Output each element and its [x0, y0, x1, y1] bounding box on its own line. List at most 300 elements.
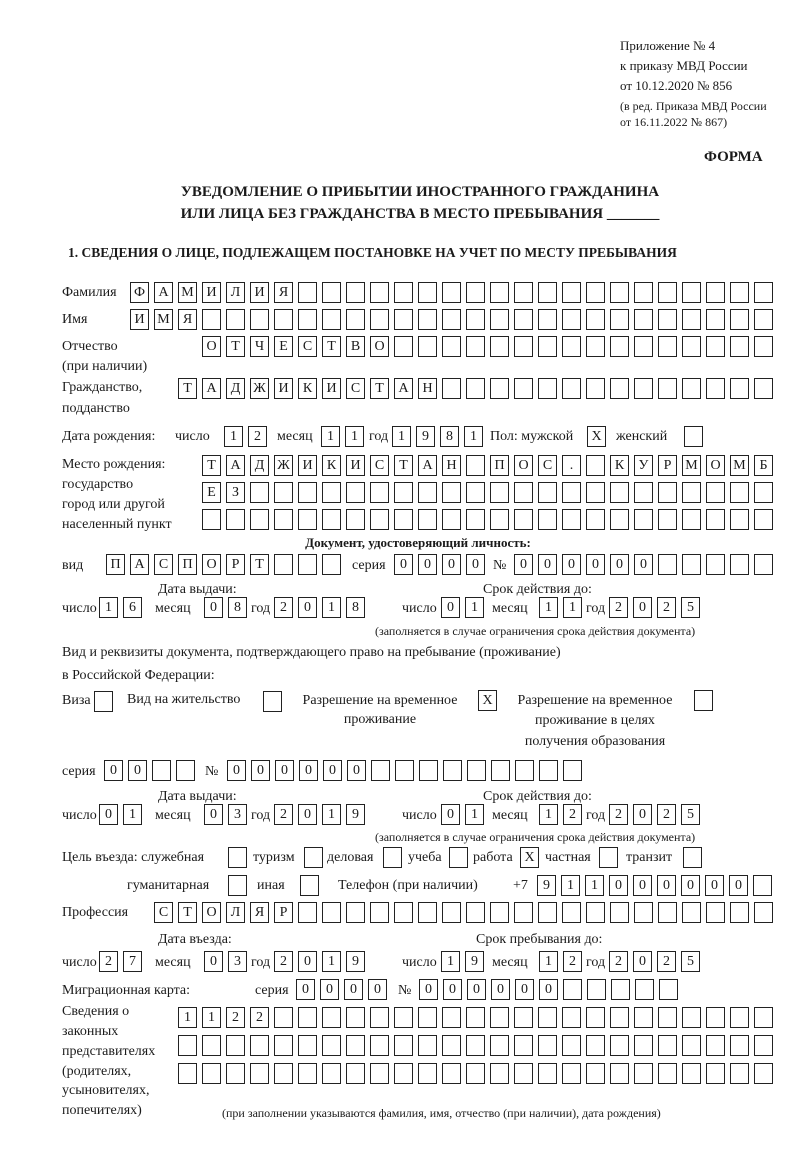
right-issue-month-field[interactable] — [204, 804, 247, 825]
doc-kind-field[interactable] — [106, 554, 341, 575]
char-cell[interactable]: 0 — [515, 979, 534, 1000]
char-cell[interactable]: 2 — [274, 951, 293, 972]
char-cell[interactable] — [538, 282, 557, 303]
char-cell[interactable]: М — [682, 455, 701, 476]
char-cell[interactable] — [418, 1035, 437, 1056]
char-cell[interactable] — [322, 554, 341, 575]
char-cell[interactable] — [610, 309, 629, 330]
char-cell[interactable] — [730, 482, 749, 503]
char-cell[interactable] — [730, 309, 749, 330]
char-cell[interactable]: Ж — [274, 455, 293, 476]
char-cell[interactable]: 0 — [467, 979, 486, 1000]
char-cell[interactable]: А — [154, 282, 173, 303]
char-cell[interactable]: О — [370, 336, 389, 357]
char-cell[interactable] — [706, 1063, 725, 1084]
char-cell[interactable]: 3 — [228, 804, 247, 825]
char-cell[interactable] — [418, 1063, 437, 1084]
char-cell[interactable] — [346, 482, 365, 503]
char-cell[interactable]: Т — [322, 336, 341, 357]
char-cell[interactable]: У — [634, 455, 653, 476]
char-cell[interactable] — [610, 482, 629, 503]
char-cell[interactable] — [274, 1035, 293, 1056]
temp-residence-checkbox[interactable]: X — [478, 690, 497, 711]
char-cell[interactable]: 0 — [299, 760, 318, 781]
char-cell[interactable]: 1 — [464, 426, 483, 447]
phone-field[interactable] — [537, 875, 772, 896]
char-cell[interactable]: 5 — [681, 951, 700, 972]
char-cell[interactable]: 0 — [681, 875, 700, 896]
reps-field-row3[interactable] — [178, 1063, 773, 1084]
name-field[interactable] — [130, 309, 773, 330]
char-cell[interactable] — [634, 336, 653, 357]
char-cell[interactable]: 0 — [441, 804, 460, 825]
char-cell[interactable] — [202, 309, 221, 330]
char-cell[interactable]: 0 — [514, 554, 533, 575]
char-cell[interactable] — [562, 282, 581, 303]
char-cell[interactable] — [226, 509, 245, 530]
char-cell[interactable] — [490, 1007, 509, 1028]
char-cell[interactable] — [466, 902, 485, 923]
char-cell[interactable] — [466, 309, 485, 330]
char-cell[interactable]: О — [514, 455, 533, 476]
char-cell[interactable] — [490, 482, 509, 503]
char-cell[interactable] — [754, 482, 773, 503]
char-cell[interactable]: 0 — [657, 875, 676, 896]
char-cell[interactable] — [634, 378, 653, 399]
char-cell[interactable] — [226, 309, 245, 330]
char-cell[interactable] — [514, 1063, 533, 1084]
char-cell[interactable] — [370, 902, 389, 923]
char-cell[interactable]: 9 — [346, 804, 365, 825]
char-cell[interactable] — [346, 282, 365, 303]
char-cell[interactable] — [442, 282, 461, 303]
char-cell[interactable]: 0 — [633, 875, 652, 896]
purpose-humanitarian-checkbox[interactable] — [228, 875, 247, 896]
char-cell[interactable]: Ч — [250, 336, 269, 357]
char-cell[interactable] — [730, 1007, 749, 1028]
char-cell[interactable]: 0 — [298, 951, 317, 972]
purpose-work-checkbox[interactable]: X — [520, 847, 539, 868]
char-cell[interactable]: 2 — [563, 804, 582, 825]
char-cell[interactable] — [753, 875, 772, 896]
doc-series-field[interactable] — [394, 554, 485, 575]
char-cell[interactable]: П — [490, 455, 509, 476]
entry-year-field[interactable] — [274, 951, 365, 972]
char-cell[interactable]: Т — [226, 336, 245, 357]
char-cell[interactable] — [370, 1063, 389, 1084]
char-cell[interactable] — [562, 482, 581, 503]
char-cell[interactable] — [706, 1007, 725, 1028]
char-cell[interactable] — [370, 482, 389, 503]
birthplace-field-row1[interactable] — [202, 455, 773, 476]
profession-field[interactable] — [154, 902, 773, 923]
char-cell[interactable]: 2 — [563, 951, 582, 972]
char-cell[interactable] — [658, 902, 677, 923]
char-cell[interactable] — [658, 336, 677, 357]
char-cell[interactable]: 0 — [394, 554, 413, 575]
char-cell[interactable] — [562, 336, 581, 357]
char-cell[interactable]: С — [154, 554, 173, 575]
char-cell[interactable] — [658, 309, 677, 330]
char-cell[interactable] — [394, 1007, 413, 1028]
char-cell[interactable] — [370, 1007, 389, 1028]
char-cell[interactable] — [706, 1035, 725, 1056]
char-cell[interactable]: 2 — [657, 597, 676, 618]
char-cell[interactable] — [490, 378, 509, 399]
right-issue-year-field[interactable] — [274, 804, 365, 825]
char-cell[interactable]: 9 — [465, 951, 484, 972]
right-series-field[interactable] — [104, 760, 195, 781]
char-cell[interactable] — [442, 336, 461, 357]
char-cell[interactable] — [538, 336, 557, 357]
char-cell[interactable] — [610, 1063, 629, 1084]
char-cell[interactable] — [394, 282, 413, 303]
char-cell[interactable] — [442, 309, 461, 330]
char-cell[interactable]: 2 — [657, 951, 676, 972]
char-cell[interactable] — [418, 336, 437, 357]
char-cell[interactable] — [443, 760, 462, 781]
char-cell[interactable]: Т — [370, 378, 389, 399]
char-cell[interactable] — [586, 902, 605, 923]
char-cell[interactable] — [610, 378, 629, 399]
char-cell[interactable] — [298, 902, 317, 923]
mc-series-field[interactable] — [296, 979, 387, 1000]
char-cell[interactable] — [658, 282, 677, 303]
char-cell[interactable] — [754, 378, 773, 399]
char-cell[interactable] — [658, 1035, 677, 1056]
patronymic-field[interactable] — [202, 336, 773, 357]
char-cell[interactable]: 0 — [610, 554, 629, 575]
char-cell[interactable]: 1 — [322, 597, 341, 618]
char-cell[interactable]: 1 — [585, 875, 604, 896]
char-cell[interactable] — [322, 509, 341, 530]
char-cell[interactable]: С — [346, 378, 365, 399]
char-cell[interactable] — [586, 282, 605, 303]
char-cell[interactable] — [658, 509, 677, 530]
char-cell[interactable] — [322, 1007, 341, 1028]
char-cell[interactable] — [514, 282, 533, 303]
char-cell[interactable]: Р — [658, 455, 677, 476]
birth-day-field[interactable] — [224, 426, 267, 447]
char-cell[interactable] — [682, 309, 701, 330]
char-cell[interactable]: И — [250, 282, 269, 303]
char-cell[interactable]: 0 — [633, 951, 652, 972]
char-cell[interactable] — [298, 482, 317, 503]
char-cell[interactable] — [394, 1063, 413, 1084]
char-cell[interactable]: 2 — [609, 804, 628, 825]
char-cell[interactable] — [442, 1063, 461, 1084]
doc-valid-year-field[interactable] — [609, 597, 700, 618]
char-cell[interactable] — [418, 282, 437, 303]
char-cell[interactable]: П — [106, 554, 125, 575]
char-cell[interactable] — [538, 309, 557, 330]
char-cell[interactable]: 8 — [346, 597, 365, 618]
char-cell[interactable]: Л — [226, 902, 245, 923]
char-cell[interactable] — [514, 309, 533, 330]
char-cell[interactable]: Я — [274, 282, 293, 303]
char-cell[interactable]: 1 — [563, 597, 582, 618]
right-valid-month-field[interactable] — [539, 804, 582, 825]
char-cell[interactable]: А — [394, 378, 413, 399]
char-cell[interactable] — [274, 309, 293, 330]
char-cell[interactable] — [274, 482, 293, 503]
char-cell[interactable]: 0 — [633, 597, 652, 618]
char-cell[interactable] — [658, 482, 677, 503]
char-cell[interactable]: 2 — [274, 597, 293, 618]
char-cell[interactable] — [298, 1007, 317, 1028]
doc-number-field[interactable] — [514, 554, 773, 575]
char-cell[interactable] — [418, 509, 437, 530]
char-cell[interactable]: 1 — [392, 426, 411, 447]
char-cell[interactable] — [466, 336, 485, 357]
char-cell[interactable]: М — [178, 282, 197, 303]
char-cell[interactable] — [250, 1035, 269, 1056]
char-cell[interactable]: 0 — [729, 875, 748, 896]
char-cell[interactable] — [466, 1035, 485, 1056]
char-cell[interactable] — [250, 1063, 269, 1084]
char-cell[interactable] — [322, 482, 341, 503]
char-cell[interactable] — [754, 902, 773, 923]
char-cell[interactable]: 9 — [346, 951, 365, 972]
char-cell[interactable] — [635, 979, 654, 1000]
char-cell[interactable] — [418, 482, 437, 503]
char-cell[interactable] — [754, 554, 773, 575]
char-cell[interactable] — [298, 1063, 317, 1084]
char-cell[interactable] — [538, 482, 557, 503]
char-cell[interactable] — [490, 336, 509, 357]
char-cell[interactable]: Л — [226, 282, 245, 303]
char-cell[interactable] — [298, 1035, 317, 1056]
purpose-private-checkbox[interactable] — [599, 847, 618, 868]
char-cell[interactable]: 1 — [539, 597, 558, 618]
char-cell[interactable]: 1 — [321, 426, 340, 447]
char-cell[interactable]: О — [706, 455, 725, 476]
char-cell[interactable]: Я — [250, 902, 269, 923]
char-cell[interactable]: А — [202, 378, 221, 399]
char-cell[interactable]: 1 — [465, 804, 484, 825]
char-cell[interactable]: 2 — [657, 804, 676, 825]
char-cell[interactable] — [466, 378, 485, 399]
char-cell[interactable]: 0 — [204, 597, 223, 618]
char-cell[interactable] — [490, 1063, 509, 1084]
char-cell[interactable]: Ж — [250, 378, 269, 399]
char-cell[interactable]: Н — [418, 378, 437, 399]
char-cell[interactable] — [322, 309, 341, 330]
char-cell[interactable]: И — [274, 378, 293, 399]
char-cell[interactable] — [442, 902, 461, 923]
char-cell[interactable] — [754, 509, 773, 530]
char-cell[interactable] — [730, 509, 749, 530]
char-cell[interactable]: 1 — [178, 1007, 197, 1028]
char-cell[interactable] — [226, 1063, 245, 1084]
char-cell[interactable] — [250, 509, 269, 530]
char-cell[interactable] — [586, 509, 605, 530]
char-cell[interactable] — [658, 378, 677, 399]
char-cell[interactable] — [730, 902, 749, 923]
char-cell[interactable] — [586, 1063, 605, 1084]
char-cell[interactable]: 1 — [202, 1007, 221, 1028]
char-cell[interactable]: О — [202, 554, 221, 575]
char-cell[interactable]: 0 — [418, 554, 437, 575]
char-cell[interactable]: А — [130, 554, 149, 575]
purpose-transit-checkbox[interactable] — [683, 847, 702, 868]
char-cell[interactable]: 0 — [204, 804, 223, 825]
char-cell[interactable] — [539, 760, 558, 781]
char-cell[interactable] — [610, 509, 629, 530]
char-cell[interactable] — [394, 309, 413, 330]
char-cell[interactable] — [442, 1035, 461, 1056]
char-cell[interactable] — [538, 1063, 557, 1084]
char-cell[interactable] — [563, 760, 582, 781]
char-cell[interactable] — [202, 509, 221, 530]
char-cell[interactable] — [562, 902, 581, 923]
char-cell[interactable] — [682, 482, 701, 503]
char-cell[interactable]: 0 — [347, 760, 366, 781]
char-cell[interactable] — [346, 1007, 365, 1028]
char-cell[interactable] — [562, 378, 581, 399]
purpose-other-checkbox[interactable] — [300, 875, 319, 896]
char-cell[interactable] — [634, 1063, 653, 1084]
char-cell[interactable]: 1 — [322, 951, 341, 972]
char-cell[interactable] — [514, 336, 533, 357]
char-cell[interactable] — [152, 760, 171, 781]
char-cell[interactable]: 1 — [465, 597, 484, 618]
char-cell[interactable]: К — [322, 455, 341, 476]
doc-issue-year-field[interactable] — [274, 597, 365, 618]
right-valid-day-field[interactable] — [441, 804, 484, 825]
char-cell[interactable] — [730, 336, 749, 357]
char-cell[interactable] — [562, 1063, 581, 1084]
char-cell[interactable]: О — [202, 902, 221, 923]
char-cell[interactable] — [298, 309, 317, 330]
char-cell[interactable] — [586, 1035, 605, 1056]
char-cell[interactable] — [538, 1035, 557, 1056]
char-cell[interactable] — [586, 336, 605, 357]
char-cell[interactable] — [467, 760, 486, 781]
char-cell[interactable] — [274, 509, 293, 530]
char-cell[interactable]: 2 — [609, 951, 628, 972]
char-cell[interactable] — [634, 482, 653, 503]
char-cell[interactable]: Д — [226, 378, 245, 399]
char-cell[interactable]: 0 — [204, 951, 223, 972]
char-cell[interactable] — [706, 378, 725, 399]
char-cell[interactable] — [466, 282, 485, 303]
char-cell[interactable] — [754, 309, 773, 330]
char-cell[interactable] — [442, 482, 461, 503]
char-cell[interactable] — [274, 554, 293, 575]
char-cell[interactable]: 1 — [441, 951, 460, 972]
char-cell[interactable]: 0 — [586, 554, 605, 575]
char-cell[interactable] — [730, 378, 749, 399]
char-cell[interactable] — [682, 378, 701, 399]
char-cell[interactable] — [274, 1007, 293, 1028]
char-cell[interactable]: Р — [226, 554, 245, 575]
right-issue-day-field[interactable] — [99, 804, 142, 825]
char-cell[interactable] — [634, 1007, 653, 1028]
char-cell[interactable]: 0 — [441, 597, 460, 618]
char-cell[interactable]: Е — [202, 482, 221, 503]
char-cell[interactable]: 0 — [227, 760, 246, 781]
char-cell[interactable]: К — [610, 455, 629, 476]
char-cell[interactable]: 0 — [368, 979, 387, 1000]
char-cell[interactable]: 2 — [274, 804, 293, 825]
char-cell[interactable] — [466, 455, 485, 476]
char-cell[interactable] — [370, 282, 389, 303]
char-cell[interactable]: Ф — [130, 282, 149, 303]
char-cell[interactable] — [419, 760, 438, 781]
char-cell[interactable] — [466, 1063, 485, 1084]
purpose-service-checkbox[interactable] — [228, 847, 247, 868]
char-cell[interactable]: 7 — [123, 951, 142, 972]
char-cell[interactable] — [610, 336, 629, 357]
char-cell[interactable] — [706, 509, 725, 530]
char-cell[interactable] — [730, 282, 749, 303]
edu-residence-checkbox[interactable] — [694, 690, 713, 711]
char-cell[interactable] — [538, 378, 557, 399]
visa-checkbox[interactable] — [94, 691, 113, 712]
char-cell[interactable] — [370, 1035, 389, 1056]
char-cell[interactable] — [515, 760, 534, 781]
char-cell[interactable] — [754, 1035, 773, 1056]
char-cell[interactable]: 0 — [298, 804, 317, 825]
char-cell[interactable]: И — [298, 455, 317, 476]
birth-month-field[interactable] — [321, 426, 364, 447]
char-cell[interactable] — [466, 482, 485, 503]
char-cell[interactable] — [610, 1035, 629, 1056]
char-cell[interactable] — [394, 336, 413, 357]
char-cell[interactable]: Т — [178, 902, 197, 923]
char-cell[interactable] — [634, 1035, 653, 1056]
char-cell[interactable]: 1 — [123, 804, 142, 825]
char-cell[interactable] — [754, 1063, 773, 1084]
char-cell[interactable]: 8 — [440, 426, 459, 447]
purpose-study-checkbox[interactable] — [449, 847, 468, 868]
char-cell[interactable]: 0 — [323, 760, 342, 781]
char-cell[interactable] — [682, 336, 701, 357]
stay-day-field[interactable] — [441, 951, 484, 972]
char-cell[interactable] — [730, 1035, 749, 1056]
char-cell[interactable] — [514, 482, 533, 503]
char-cell[interactable] — [562, 1007, 581, 1028]
char-cell[interactable] — [490, 509, 509, 530]
char-cell[interactable]: 0 — [609, 875, 628, 896]
char-cell[interactable] — [514, 509, 533, 530]
char-cell[interactable] — [706, 309, 725, 330]
char-cell[interactable]: 1 — [539, 951, 558, 972]
doc-valid-day-field[interactable] — [441, 597, 484, 618]
char-cell[interactable] — [586, 455, 605, 476]
char-cell[interactable]: 2 — [250, 1007, 269, 1028]
char-cell[interactable]: Б — [754, 455, 773, 476]
char-cell[interactable]: 0 — [539, 979, 558, 1000]
char-cell[interactable] — [250, 482, 269, 503]
char-cell[interactable]: Е — [274, 336, 293, 357]
sex-male-checkbox[interactable]: X — [587, 426, 606, 447]
char-cell[interactable] — [178, 1035, 197, 1056]
birth-year-field[interactable] — [392, 426, 483, 447]
char-cell[interactable] — [442, 1007, 461, 1028]
char-cell[interactable] — [706, 554, 725, 575]
char-cell[interactable] — [466, 1007, 485, 1028]
char-cell[interactable] — [563, 979, 582, 1000]
doc-valid-month-field[interactable] — [539, 597, 582, 618]
char-cell[interactable] — [682, 1007, 701, 1028]
char-cell[interactable] — [611, 979, 630, 1000]
char-cell[interactable] — [682, 282, 701, 303]
doc-issue-day-field[interactable] — [99, 597, 142, 618]
char-cell[interactable] — [346, 509, 365, 530]
char-cell[interactable] — [491, 760, 510, 781]
